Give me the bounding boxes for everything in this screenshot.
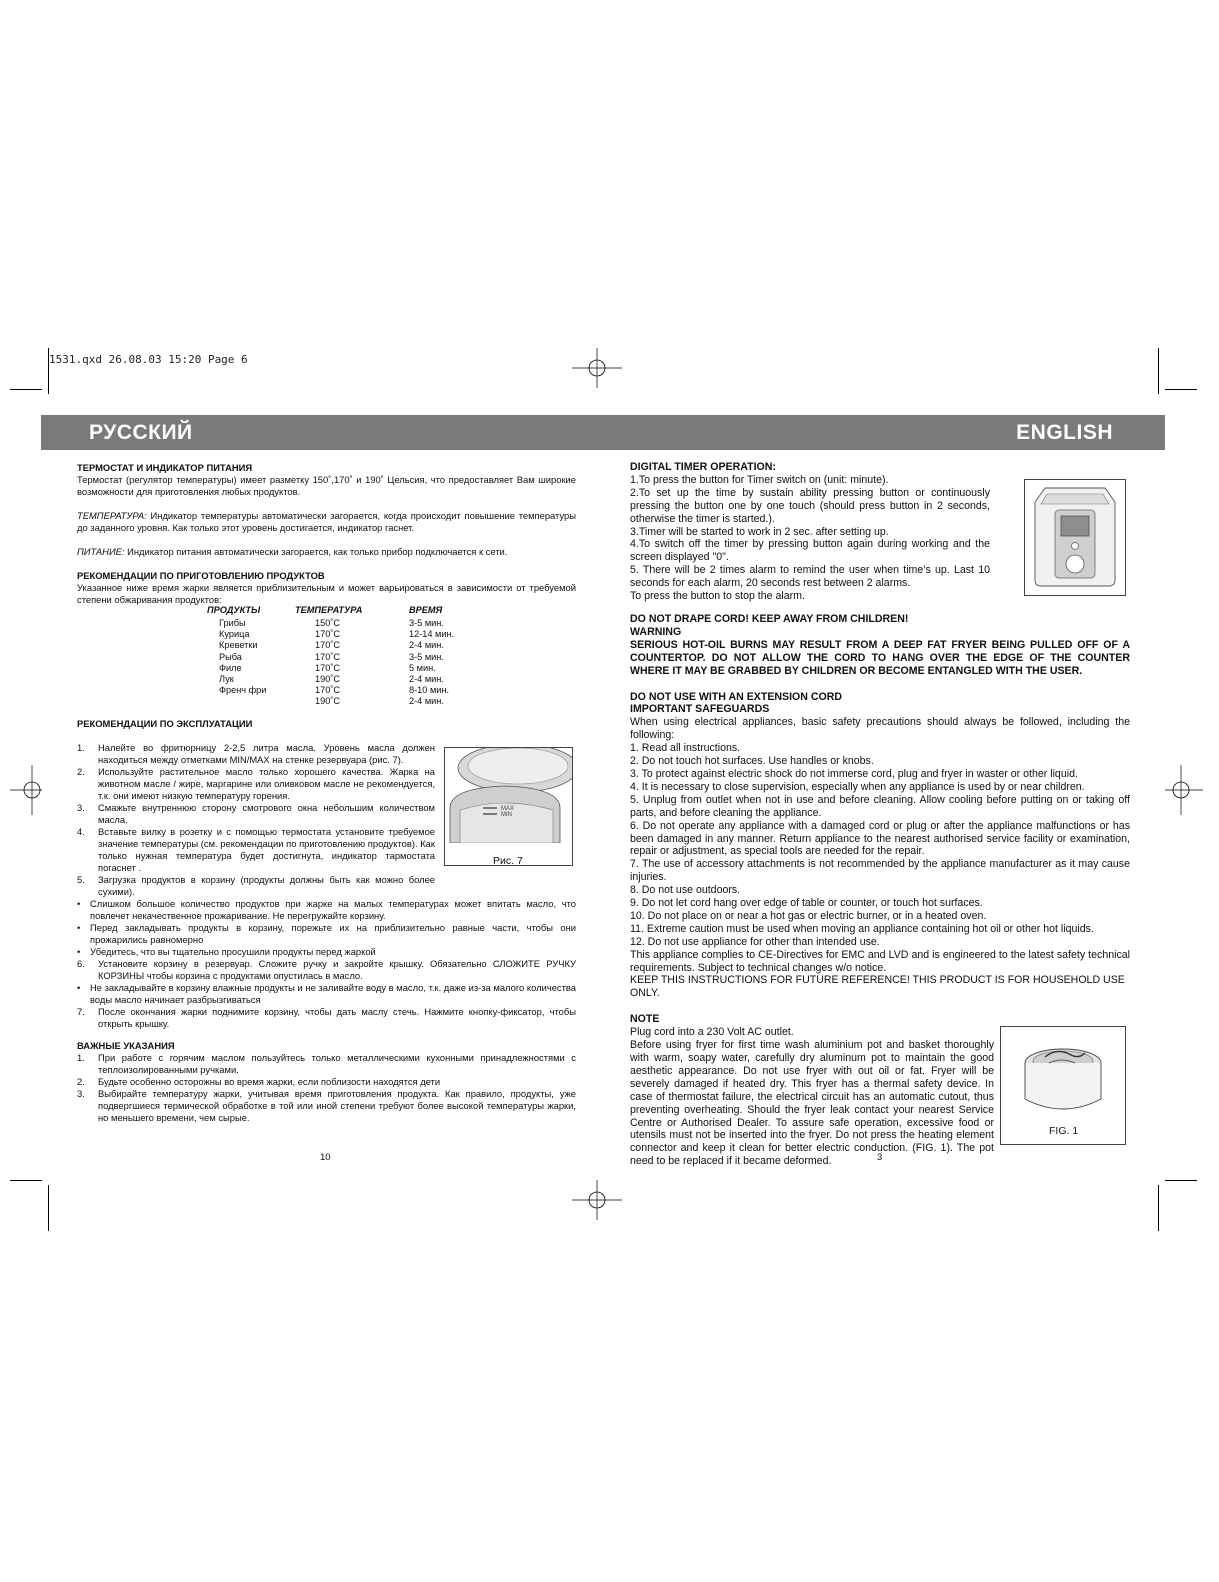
ru-usage-item (77, 766, 435, 802)
list-marker: 6. (77, 958, 85, 969)
list-marker: • (77, 898, 81, 909)
registration-mark-left (0, 760, 42, 820)
ru-cell-time: 3-5 мин. (409, 618, 444, 628)
ru-cell-product: Рыба (219, 651, 242, 662)
en-warning-line1: DO NOT DRAPE CORD! KEEP AWAY FROM CHILDREN! (630, 613, 909, 625)
ru-usage-item (77, 958, 576, 982)
ru-cell-product (207, 696, 295, 707)
list-text: Слишком большое количество продуктов при жарке на малых температурах может впитать масло, что повлечет некачественное прожаривание. Не перегружайте корзину. (90, 898, 576, 921)
ru-usage-item (77, 874, 435, 898)
ru-cell-product: Креветки (219, 640, 258, 651)
ru-page-number: 10 (320, 1152, 331, 1163)
ru-cooking-row (207, 663, 479, 674)
en-safeguard-item: 10. Do not place on or near a hot gas or electric burner, or in a heated oven. (630, 909, 987, 922)
registration-mark-top (572, 348, 622, 388)
ru-usage-title: РЕКОМЕНДАЦИИ ПО ЭКСПЛУАТАЦИИ (77, 718, 253, 729)
ru-cooking-title: РЕКОМЕНДАЦИИ ПО ПРИГОТОВЛЕНИЮ ПРОДУКТОВ (77, 570, 325, 581)
list-marker: 1. (77, 742, 85, 753)
list-marker: 1. (77, 1052, 85, 1063)
ru-cell-time: 12-14 мин. (409, 629, 455, 640)
crop-mark-tl-h (10, 389, 42, 390)
list-text: Загрузка продуктов в корзину (продукты должны быть как можно более сухими). (98, 874, 435, 897)
ru-thermostat-p3: ПИТАНИЕ: Индикатор питания автоматически загорается, как только прибор подключается к сети. (77, 546, 508, 557)
en-safeguard-item: 3. To protect against electric shock do not immerse cord, plug and fryer in waster or other liquid. (630, 767, 1078, 780)
header-english: ENGLISH (1016, 421, 1113, 444)
en-fig1-caption: FIG. 1 (1049, 1125, 1079, 1137)
en-page-number: 3 (877, 1152, 883, 1163)
ru-thermostat-p2: ТЕМПЕРАТУРА: Индикатор температуры автоматически загорается, когда происходит повышение температуры до заданного уровня. Как только этот уровень достигается, индикатор гаснет. (77, 510, 576, 533)
list-marker: 7. (77, 1006, 85, 1017)
ru-cell-temperature: 190˚C (315, 696, 341, 707)
en-safeguard-item: 6. Do not operate any appliance with a damaged cord or plug or after the appliance malfunctions or has been damaged in any manner. Return appliance to the nearest authorised service facility or examination, repair or adjustment, as special tools are needed for the repair. (630, 819, 1130, 858)
ru-usage-item (77, 982, 576, 1006)
en-note-p1: Plug cord into a 230 Volt AC outlet. (630, 1026, 794, 1039)
language-header-band (41, 415, 1165, 450)
ru-cooking-intro: Указанное ниже время жарки является приблизительным и может варьироваться в зависимости от требуемой степени обжаривания продуктов: (77, 582, 576, 605)
ru-cooking-row (207, 696, 479, 707)
ru-usage-item (77, 1006, 576, 1030)
en-safeguards-list (630, 742, 1130, 949)
aluminium-pot-illustration (1001, 1027, 1125, 1123)
ru-cooking-row (207, 685, 479, 696)
list-marker: 5. (77, 874, 85, 885)
en-safeguard-item: 5. Unplug from outlet when not in use and before cleaning. Allow cooling before putting on or taking off parts, and before cleaning the appliance. (630, 793, 1130, 819)
list-marker: 4. (77, 826, 85, 837)
en-timer-lines (630, 474, 990, 603)
ru-cell-time: 3-5 мин. (409, 651, 444, 662)
en-safeguard-item: 7. The use of accessory attachments is not recommended by the appliance manufacturer as it may cause injuries. (630, 858, 1130, 884)
ru-fig7-max: MAX (501, 806, 515, 812)
ru-cooking-row (207, 652, 479, 663)
ru-cell-temperature: 170˚C (315, 629, 341, 640)
ru-cooking-row (207, 629, 479, 640)
ru-column (77, 462, 576, 606)
ru-fig7-caption: Рис. 7 (493, 855, 523, 867)
ru-col-products: ПРОДУКТЫ (207, 605, 261, 615)
ru-cell-product: Филе (219, 662, 242, 673)
ru-cell-product: Френч фри (219, 685, 267, 696)
ru-thermostat-title: ТЕРМОСТАТ И ИНДИКАТОР ПИТАНИЯ (77, 462, 253, 473)
en-warning-line3: SERIOUS HOT-OIL BURNS MAY RESULT FROM A DEEP FAT FRYER BEING PULLED OFF OF A COUNTERTOP. DO NOT ALLOW THE CORD TO HANG OVER THE EDGE OF THE COUNTER WHERE IT MAY BE GRABBED BY CHILDREN OR BECOME ENTANGLED WITH THE USER. (630, 638, 1130, 677)
ru-usage-section (77, 718, 576, 730)
ru-cell-time: 8-10 мин. (409, 685, 450, 696)
en-safeguards-line2: IMPORTANT SAFEGUARDS (630, 703, 770, 716)
en-timer-line: 1.To press the button for Timer switch on (unit: minute). (630, 473, 889, 486)
ru-cooking-table-header (207, 605, 479, 618)
list-text: Будьте особенно осторожны во время жарки, если поблизости находятся дети (98, 1076, 441, 1087)
list-marker: • (77, 922, 81, 933)
list-text: Вставьте вилку в розетку и с помощью термостата установите требуемое значение температуры (см. рекомендации по приготовлению продуктов). Как только нужная температура будет достигнута, индикатор тармостата погаснет . (98, 826, 435, 873)
ru-cooking-table (207, 605, 479, 708)
list-marker: 2. (77, 766, 85, 777)
en-safeguards-intro: When using electrical appliances, basic safety precautions should always be followed, including the following: (630, 716, 1130, 742)
crop-mark-tl-v (48, 348, 49, 394)
ru-usage-item (77, 898, 576, 922)
en-timer-line: To press the button to stop the alarm. (630, 590, 805, 603)
ru-usage-item (77, 922, 576, 946)
ru-cell-temperature: 150˚C (315, 618, 341, 628)
ru-cooking-row (207, 618, 479, 629)
ru-cooking-row (207, 640, 479, 651)
ru-col-temperature: ТЕМПЕРАТУРА (295, 605, 363, 615)
ru-cell-time: 5 мин. (409, 662, 436, 673)
en-safeguard-item: 12. Do not use appliance for other than intended use. (630, 935, 880, 948)
ru-cell-temperature: 170˚C (315, 651, 341, 662)
crop-mark-tr-v (1158, 348, 1159, 394)
header-russian: РУССКИЙ (89, 421, 193, 444)
ru-cell-product: Грибы (219, 618, 246, 628)
ru-cell-time: 2-4 мин. (409, 674, 444, 685)
ru-cell-time: 2-4 мин. (409, 640, 444, 651)
list-marker: • (77, 982, 81, 993)
list-text: Выбирайте температуру жарки, учитывая время приготовления продукта. Как правило, продукты, уже подвергшиеся термической обработке в той или иной степени требуют более высокой температуры жарки, но меньшего времени, чем сырые. (98, 1088, 576, 1123)
list-marker: 2. (77, 1076, 85, 1087)
list-marker: 3. (77, 1088, 85, 1099)
ru-important-section (77, 1040, 576, 1124)
en-timer-line: 2.To set up the time by sustain ability pressing button or continuously pressing the button one by one touch (should press button in 2 seconds, otherwise the timer is started.). (630, 486, 990, 525)
list-text: При работе с горячим маслом пользуйтесь только металлическими кухонными принадлежностями с теплоизолированными ручками. (98, 1052, 576, 1075)
en-timer-line: 5. There will be 2 times alarm to remind the user when time’s up. Last 10 seconds for each alarm, 20 seconds rest between 2 alarms. (630, 564, 990, 590)
ru-important-item (77, 1052, 576, 1076)
en-figure-1 (1000, 1026, 1126, 1145)
en-safeguard-item: 8. Do not use outdoors. (630, 884, 741, 897)
crop-mark-br-h (1165, 1180, 1197, 1181)
ru-usage-item (77, 742, 435, 766)
en-safeguard-item: 1. Read all instructions. (630, 742, 741, 755)
en-compliance: This appliance complies to CE-Directives for EMC and LVD and is engineered to the latest safety technical requirements. Subject to technical changes w/o notice. (630, 948, 1130, 974)
en-safeguard-item: 4. It is necessary to close supervision, especially when any appliance is used by or near children. (630, 780, 1085, 793)
ru-col-time: ВРЕМЯ (409, 605, 443, 615)
ru-usage-list (77, 742, 576, 1030)
list-text: Перед закладывать продукты в корзину, порежьте их на приблизительно равные части, чтобы они прожарились равномерно (90, 922, 576, 945)
en-safeguard-item: 11. Extreme caution must be used when moving an appliance containing hot oil or other hot liquids. (630, 922, 1094, 935)
list-text: Не закладывайте в корзину влажные продукты и не заливайте воду в масло, т.к. даже из-за малого количества воды масло начинает разбрызгиваться (90, 982, 576, 1005)
en-safeguard-item: 2. Do not touch hot surfaces. Use handles or knobs. (630, 755, 874, 768)
ru-cell-time: 2-4 мин. (409, 696, 444, 707)
crop-mark-br-v (1158, 1185, 1159, 1231)
list-text: После окончания жарки поднимите корзину, чтобы дать маслу стечь. Нажмите кнопку-фиксатор, чтобы открыть крышку. (98, 1006, 576, 1029)
ru-cell-temperature: 170˚C (315, 640, 341, 651)
list-text: Смажьте внутреннюю сторону смотрового окна небольшим количеством масла. (98, 802, 435, 825)
ru-cooking-row (207, 674, 479, 685)
ru-cell-product: Лук (219, 674, 234, 685)
ru-fig7-min: MIN (501, 812, 512, 818)
en-timer-title: DIGITAL TIMER OPERATION: (630, 461, 776, 473)
ru-cell-temperature: 170˚C (315, 685, 341, 696)
registration-mark-bottom (572, 1180, 622, 1220)
list-text: Установите корзину в резервуар. Сложите ручку и закройте крышку. Обязательно СЛОЖИТЕ РУЧКУ КОРЗИНЫ чтобы корзина с продуктами опустилась в масло. (98, 958, 576, 981)
en-safeguards-line1: DO NOT USE WITH AN EXTENSION CORD (630, 690, 843, 703)
crop-mark-tr-h (1165, 389, 1197, 390)
list-marker: 3. (77, 802, 85, 813)
list-text: Убедитесь, что вы тщательно просушили продукты перед жаркой (90, 946, 376, 957)
ru-usage-item (77, 802, 435, 826)
timer-panel-illustration (1025, 480, 1125, 595)
ru-important-item (77, 1076, 576, 1088)
en-note-p2: Before using fryer for first time wash aluminium pot and basket thoroughly with warm, soapy water, carefully dry aluminum pot to maintain the good aesthetic appearance. Do not use fryer with out oil or fat. Fryer will be severely damaged if heated dry. This fryer has a thermal safety device. In case of thermostat failure, the electrical circuit has an automatic cutout, thus preventing overheating. Should the fryer leak contact your nearest Service Centre or Authorised Dealer. To assure safe operation, excessive food or utensils must not be inserted into the fryer. Do not press the heating element connector and keep it clean for better electric conduction. (FIG. 1). The pot need to be replaced if it became deformed. (630, 1039, 994, 1168)
en-timer-figure (1024, 479, 1126, 596)
crop-mark-bl-v (48, 1185, 49, 1231)
ru-thermostat-p1: Термостат (регулятор температуры) имеет разметку 150˚,170˚ и 190˚ Цельсия, что предоставляет Вам широкие возможности для приготовления любых продуктов. (77, 474, 576, 497)
list-text: Используйте растительное масло только хорошего качества. Жарка на животном масле / жире, маргарине или оливковом масле не рекомендуется, т.к. они имеют низкую температуру горения. (98, 766, 435, 801)
ru-important-list (77, 1052, 576, 1124)
registration-mark-right (1165, 760, 1207, 820)
list-text: Налейте во фритюрницу 2-2,5 литра масла. Уровень масла должен находиться между отметками MIN/MAX на стенке резервуара (рис. 7). (98, 742, 435, 765)
ru-important-title: ВАЖНЫЕ УКАЗАНИЯ (77, 1040, 175, 1051)
ru-cell-temperature: 170˚C (315, 662, 341, 673)
en-timer-line: 3.Timer will be started to work in 2 sec. after setting up. (630, 525, 889, 538)
ru-cell-temperature: 190˚C (315, 674, 341, 685)
ru-cell-product: Курица (219, 629, 250, 640)
ru-usage-item (77, 826, 435, 874)
en-timer-section (630, 461, 990, 603)
crop-mark-bl-h (10, 1180, 42, 1181)
en-timer-line: 4.To switch off the timer by pressing button again during working and the screen displayed "0". (630, 538, 990, 564)
ru-usage-item (77, 946, 576, 958)
en-keep-instructions: KEEP THIS INSTRUCTIONS FOR FUTURE REFERENCE! THIS PRODUCT IS FOR HOUSEHOLD USE ONLY. (630, 974, 1125, 1000)
list-marker: • (77, 946, 81, 957)
en-safeguard-item: 9. Do not let cord hang over edge of table or counter, or touch hot surfaces. (630, 897, 983, 910)
ru-important-item (77, 1088, 576, 1124)
print-slug: 1531.qxd 26.08.03 15:20 Page 6 (49, 353, 248, 366)
en-warning-line2: WARNING (630, 625, 682, 638)
en-note-title: NOTE (630, 1013, 660, 1026)
